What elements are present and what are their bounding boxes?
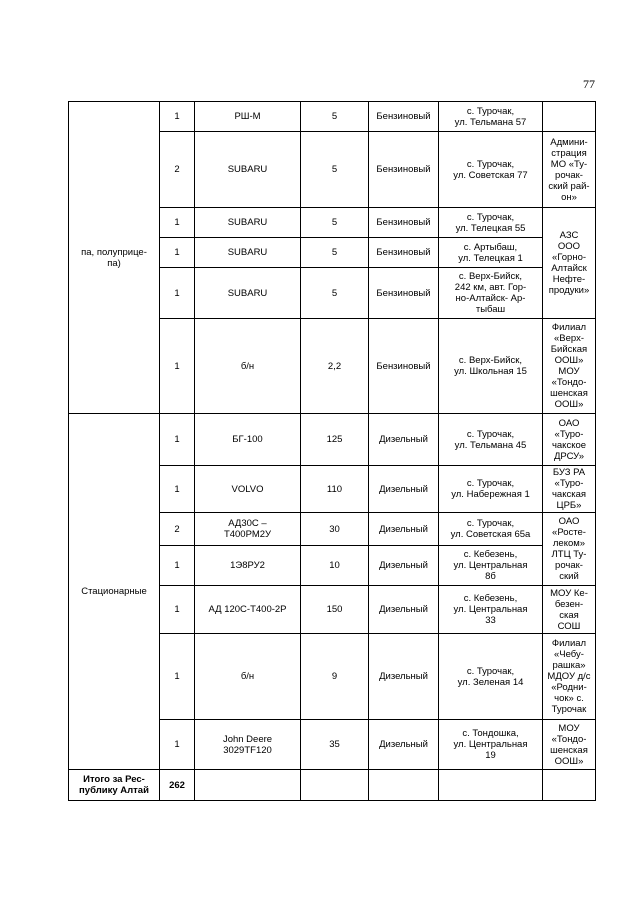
name-cell: АД 120С-Т400-2Р — [195, 586, 301, 634]
owner-cell: ОАО «Туро- чакское ДРСУ» — [543, 414, 596, 466]
qty-cell: 2 — [160, 132, 195, 208]
owner-cell: МОУ Ке- безен- ская СОШ — [543, 586, 596, 634]
qty-cell: 1 — [160, 208, 195, 238]
page-number: 77 — [583, 77, 595, 91]
qty-cell: 1 — [160, 586, 195, 634]
power-cell: 150 — [301, 586, 369, 634]
qty-cell: 1 — [160, 414, 195, 466]
qty-cell: 1 — [160, 546, 195, 586]
address-cell: с. Кебезень, ул. Центральная 8б — [439, 546, 543, 586]
qty-cell: 1 — [160, 720, 195, 770]
name-cell: SUBARU — [195, 132, 301, 208]
fuel-cell: Дизельный — [369, 513, 439, 546]
qty-cell: 1 — [160, 238, 195, 268]
name-cell: РШ-М — [195, 102, 301, 132]
table-row — [69, 102, 596, 132]
fuel-cell: Бензиновый — [369, 208, 439, 238]
fuel-cell: Бензиновый — [369, 238, 439, 268]
owner-cell: Филиал «Чебу- рашка» МДОУ д/с «Родни- чок» с. Турочак — [543, 634, 596, 720]
qty-cell: 1 — [160, 634, 195, 720]
address-cell: с. Турочак, ул. Советская 65а — [439, 513, 543, 546]
address-cell: с. Тондошка, ул. Центральная 19 — [439, 720, 543, 770]
name-cell: 1Э8РУ2 — [195, 546, 301, 586]
fuel-cell: Бензиновый — [369, 132, 439, 208]
name-cell: SUBARU — [195, 268, 301, 319]
name-cell: б/н — [195, 319, 301, 414]
owner-cell — [543, 102, 596, 132]
address-cell: с. Турочак, ул. Набережная 1 — [439, 466, 543, 513]
qty-cell: 1 — [160, 466, 195, 513]
power-cell: 5 — [301, 238, 369, 268]
name-cell: John Deere 3029TF120 — [195, 720, 301, 770]
address-cell: с. Турочак, ул. Телецкая 55 — [439, 208, 543, 238]
fuel-cell: Бензиновый — [369, 268, 439, 319]
fuel-cell: Дизельный — [369, 414, 439, 466]
power-cell: 9 — [301, 634, 369, 720]
name-cell: АД30С – Т400РМ2У — [195, 513, 301, 546]
qty-cell: 1 — [160, 268, 195, 319]
power-cell: 125 — [301, 414, 369, 466]
power-cell: 30 — [301, 513, 369, 546]
address-cell: с. Артыбаш, ул. Телецкая 1 — [439, 238, 543, 268]
fuel-cell: Дизельный — [369, 720, 439, 770]
fuel-cell: Дизельный — [369, 634, 439, 720]
address-cell: с. Турочак, ул. Тельмана 57 — [439, 102, 543, 132]
generators-table — [68, 101, 596, 801]
category-cell: па, полуприце- па) — [69, 102, 160, 414]
power-cell: 110 — [301, 466, 369, 513]
address-cell: с. Турочак, ул. Зеленая 14 — [439, 634, 543, 720]
fuel-cell: Дизельный — [369, 466, 439, 513]
owner-cell: Админи- страция МО «Ту- рочак- ский рай- он» — [543, 132, 596, 208]
name-cell: б/н — [195, 634, 301, 720]
fuel-cell: Бензиновый — [369, 102, 439, 132]
power-cell: 5 — [301, 208, 369, 238]
address-cell: с. Верх-Бийск, 242 км, авт. Гор- но-Алтайск- Ар- тыбаш — [439, 268, 543, 319]
power-cell: 2,2 — [301, 319, 369, 414]
name-cell: SUBARU — [195, 208, 301, 238]
qty-cell: 2 — [160, 513, 195, 546]
owner-cell: БУЗ РА «Туро- чакская ЦРБ» — [543, 466, 596, 513]
power-cell: 10 — [301, 546, 369, 586]
owner-cell: ОАО «Росте- леком» ЛТЦ Ту- рочак- ский — [543, 513, 596, 586]
fuel-cell: Дизельный — [369, 586, 439, 634]
qty-cell: 1 — [160, 319, 195, 414]
name-cell: SUBARU — [195, 238, 301, 268]
total-row — [69, 770, 596, 801]
fuel-cell: Бензиновый — [369, 319, 439, 414]
total-value: 262 — [160, 770, 195, 801]
fuel-cell: Дизельный — [369, 546, 439, 586]
address-cell: с. Верх-Бийск, ул. Школьная 15 — [439, 319, 543, 414]
name-cell: VOLVO — [195, 466, 301, 513]
power-cell: 5 — [301, 268, 369, 319]
power-cell: 5 — [301, 132, 369, 208]
owner-cell: Филиал «Верх- Бийская ООШ» МОУ «Тондо- шенская ООШ» — [543, 319, 596, 414]
name-cell: БГ-100 — [195, 414, 301, 466]
total-label: Итого за Рес- публику Алтай — [69, 770, 160, 801]
address-cell: с. Турочак, ул. Советская 77 — [439, 132, 543, 208]
power-cell: 35 — [301, 720, 369, 770]
table-row — [69, 414, 596, 466]
category-cell: Стационарные — [69, 414, 160, 770]
owner-cell: АЗС ООО «Горно- Алтайск Нефте- продуки» — [543, 208, 596, 319]
owner-cell: МОУ «Тондо- шенская ООШ» — [543, 720, 596, 770]
power-cell: 5 — [301, 102, 369, 132]
address-cell: с. Турочак, ул. Тельмана 45 — [439, 414, 543, 466]
qty-cell: 1 — [160, 102, 195, 132]
address-cell: с. Кебезень, ул. Центральная 33 — [439, 586, 543, 634]
